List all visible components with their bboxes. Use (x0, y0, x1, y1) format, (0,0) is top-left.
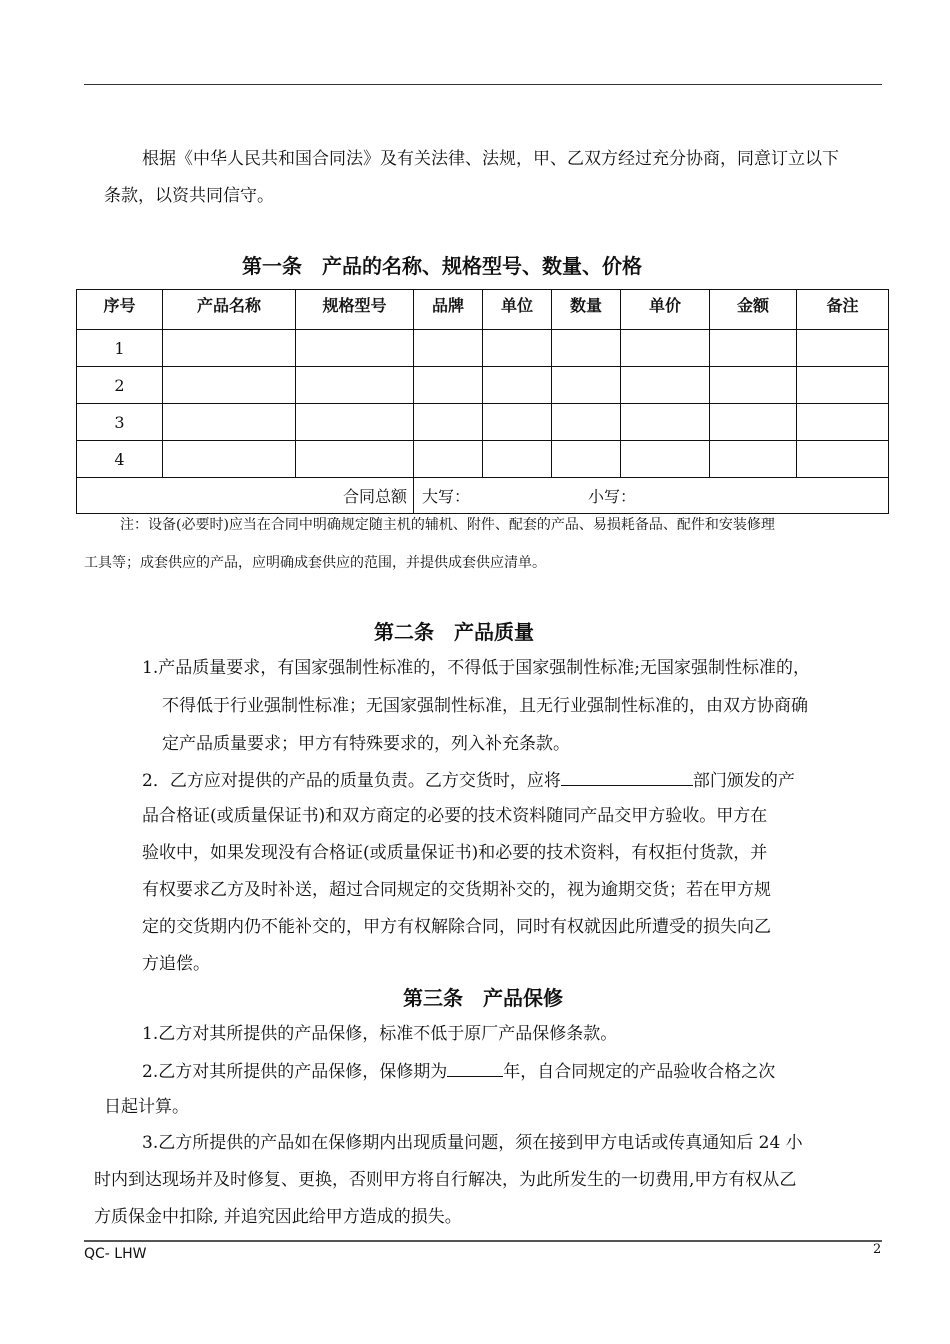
cell (163, 367, 296, 404)
total-lower: 小写： (588, 487, 637, 506)
intro-line-2: 条款，以资共同信守。 (104, 186, 274, 206)
article2-item2-line1 (142, 769, 795, 791)
total-label: 合同总额 (77, 478, 414, 514)
cell (710, 330, 797, 367)
warranty-years-blank[interactable] (447, 1060, 503, 1077)
product-table (76, 289, 889, 514)
cell (552, 404, 621, 441)
total-row (77, 478, 889, 514)
cell (296, 404, 414, 441)
header-brand: 品牌 (414, 290, 483, 330)
row-index: 1 (77, 330, 163, 367)
total-upper: 大写： (422, 487, 471, 506)
article2-item2-line1-b: 部门颁发的产 (692, 771, 795, 791)
table-row (77, 404, 889, 441)
note-line-2: 工具等；成套供应的产品，应明确成套供应的范围，并提供成套供应清单。 (84, 555, 546, 571)
cell (552, 441, 621, 478)
cell (797, 441, 889, 478)
header-model: 规格型号 (296, 290, 414, 330)
table-row (77, 441, 889, 478)
cell (414, 404, 483, 441)
cell (483, 330, 552, 367)
cell (797, 367, 889, 404)
article3-item2-line1-b: 年，自合同规定的产品验收合格之次 (503, 1062, 776, 1082)
article1-title: 第一条 产品的名称、规格型号、数量、价格 (242, 254, 642, 278)
cell (414, 367, 483, 404)
row-index: 3 (77, 404, 163, 441)
table-row (77, 330, 889, 367)
article3-item3-line1: 3.乙方所提供的产品如在保修期内出现质量问题，须在接到甲方电话或传真通知后 24 小 (142, 1133, 803, 1153)
header-unit: 单位 (483, 290, 552, 330)
header-index: 序号 (77, 290, 163, 330)
article3-item2-line2: 日起计算。 (104, 1097, 189, 1117)
article2-item1-line2: 不得低于行业强制性标准；无国家强制性标准，且无行业强制性标准的，由双方协商确 (162, 696, 808, 716)
footer-code: QC- LHW (84, 1246, 147, 1262)
row-index: 4 (77, 441, 163, 478)
page-number: 2 (873, 1242, 882, 1257)
article2-item2-line3: 验收中，如果发现没有合格证(或质量保证书)和必要的技术资料，有权拒付货款，并 (142, 843, 768, 863)
cell (414, 441, 483, 478)
article3-item2-line1 (142, 1060, 775, 1082)
total-values (414, 478, 889, 514)
article3-item3-line2: 时内到达现场并及时修复、更换，否则甲方将自行解决，为此所发生的一切费用,甲方有权从乙 (94, 1170, 797, 1190)
cell (483, 441, 552, 478)
cell (621, 367, 710, 404)
cell (163, 330, 296, 367)
cell (621, 441, 710, 478)
header-rule (84, 84, 882, 85)
row-index: 2 (77, 367, 163, 404)
article3-item2-line1-a: 2.乙方对其所提供的产品保修，保修期为 (142, 1062, 448, 1082)
supplier-department-blank[interactable] (561, 769, 693, 786)
header-unit-price: 单价 (621, 290, 710, 330)
note-line-1: 注：设备(必要时)应当在合同中明确规定随主机的辅机、附件、配套的产品、易损耗备品、配件和安装修理 (120, 517, 775, 533)
cell (797, 330, 889, 367)
cell (621, 330, 710, 367)
cell (296, 367, 414, 404)
article2-item1-line1: 1.产品质量要求，有国家强制性标准的，不得低于国家强制性标准;无国家强制性标准的， (142, 658, 810, 678)
cell (296, 330, 414, 367)
cell (621, 404, 710, 441)
cell (414, 330, 483, 367)
intro-line-1: 根据《中华人民共和国合同法》及有关法律、法规，甲、乙双方经过充分协商，同意订立以下 (142, 149, 839, 169)
article3-item1: 1.乙方对其所提供的产品保修，标准不低于原厂产品保修条款。 (142, 1024, 618, 1044)
header-remarks: 备注 (797, 290, 889, 330)
article3-title: 第三条 产品保修 (403, 986, 563, 1010)
table-row (77, 367, 889, 404)
cell (552, 367, 621, 404)
header-product-name: 产品名称 (163, 290, 296, 330)
cell (710, 367, 797, 404)
article2-item1-line3: 定产品质量要求；甲方有特殊要求的，列入补充条款。 (162, 734, 570, 754)
cell (483, 404, 552, 441)
cell (163, 404, 296, 441)
cell (710, 404, 797, 441)
article2-item2-line6: 方追偿。 (142, 954, 210, 974)
article2-item2-line1-a: 2．乙方应对提供的产品的质量负责。乙方交货时，应将 (142, 771, 561, 791)
cell (797, 404, 889, 441)
footer-rule (84, 1240, 882, 1242)
cell (552, 330, 621, 367)
table-header-row (77, 290, 889, 330)
article2-item2-line4: 有权要求乙方及时补送，超过合同规定的交货期补交的，视为逾期交货；若在甲方规 (142, 880, 771, 900)
cell (710, 441, 797, 478)
article2-title: 第二条 产品质量 (374, 620, 534, 644)
header-amount: 金额 (710, 290, 797, 330)
article2-item2-line2: 品合格证(或质量保证书)和双方商定的必要的技术资料随同产品交甲方验收。甲方在 (142, 806, 768, 826)
cell (296, 441, 414, 478)
cell (483, 367, 552, 404)
article3-item3-line3: 方质保金中扣除, 并追究因此给甲方造成的损失。 (94, 1207, 462, 1227)
header-quantity: 数量 (552, 290, 621, 330)
article2-item2-line5: 定的交货期内仍不能补交的，甲方有权解除合同，同时有权就因此所遭受的损失向乙 (142, 917, 771, 937)
cell (163, 441, 296, 478)
